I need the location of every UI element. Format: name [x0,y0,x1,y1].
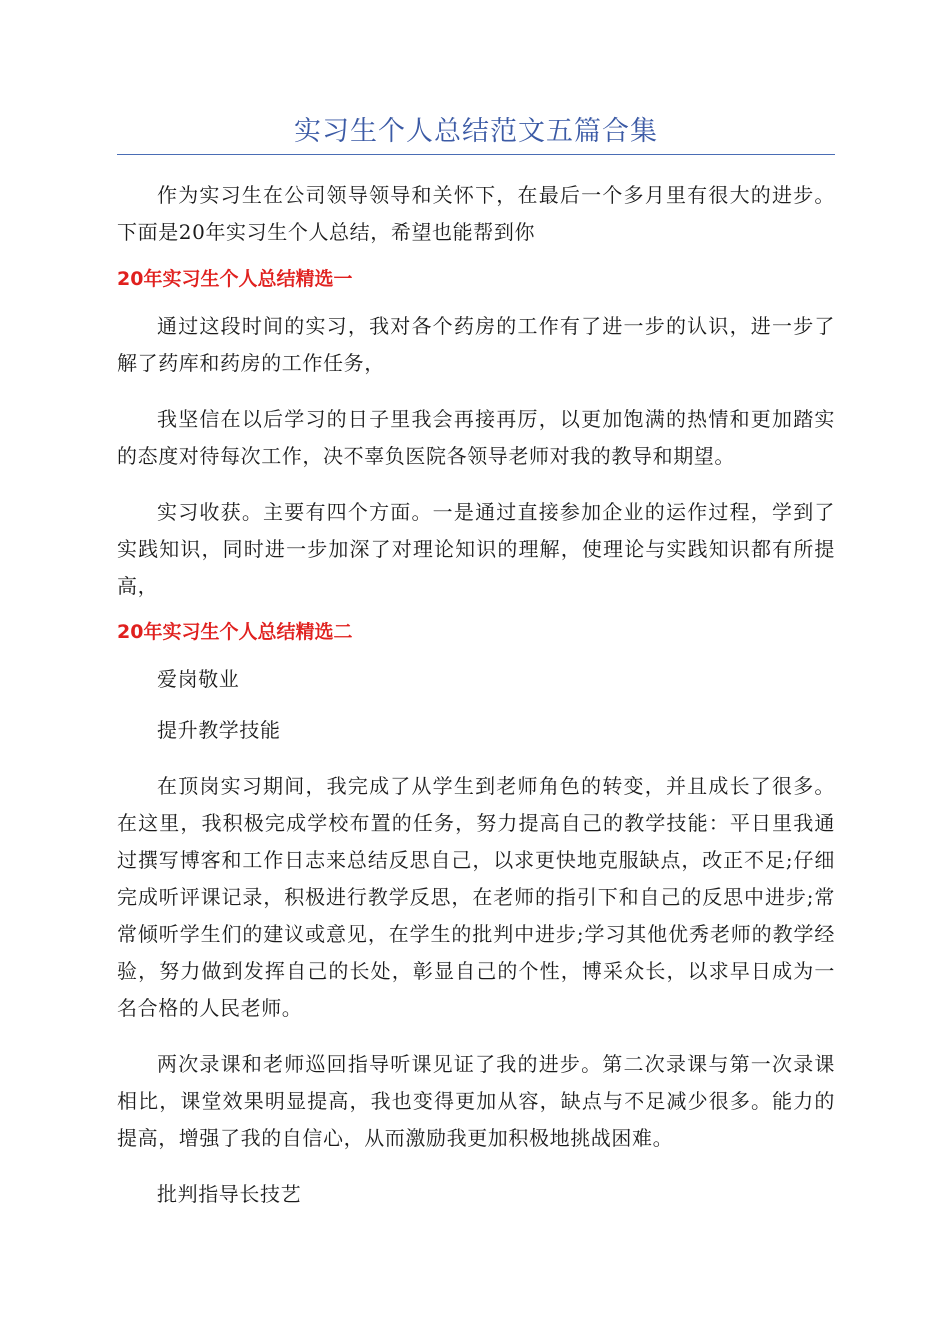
section2-paragraph-1: 在顶岗实习期间，我完成了从学生到老师角色的转变，并且成长了很多。在这里，我积极完成学校布置的任务，努力提高自己的教学技能：平日里我通过撰写博客和工作日志来总结反思自己，以求更快地克服缺点，改正不足;仔细完成听评课记录，积极进行教学反思，在老师的指引下和自己的反思中进步;常常倾听学生们的建议或意见，在学生的批判中进步;学习其他优秀老师的教学经验，努力做到发挥自己的长处，彰显自己的个性，博采众长，以求早日成为一名合格的人民老师。 [117,774,835,1020]
section1-paragraph-1: 通过这段时间的实习，我对各个药房的工作有了进一步的认识，进一步了解了药库和药房的工作任务， [117,314,835,375]
section-heading-1: 20年实习生个人总结精选一 [117,268,353,290]
title-underline [117,154,835,155]
section-heading-2: 20年实习生个人总结精选二 [117,621,353,643]
document-page [117,0,835,1213]
document-title: 实习生个人总结范文五篇合集 [294,116,658,147]
section2-subheading-skills: 提升教学技能 [157,718,281,742]
section2-subheading-critique: 批判指导长技艺 [157,1182,302,1206]
section2-subheading-aigang: 爱岗敬业 [157,667,240,691]
section1-paragraph-2: 我坚信在以后学习的日子里我会再接再厉，以更加饱满的热情和更加踏实的态度对待每次工作，决不辜负医院各领导老师对我的教导和期望。 [117,407,835,468]
section1-paragraph-3: 实习收获。主要有四个方面。一是通过直接参加企业的运作过程，学到了实践知识，同时进一步加深了对理论知识的理解，使理论与实践知识都有所提高， [117,500,835,598]
intro-paragraph: 作为实习生在公司领导领导和关怀下，在最后一个多月里有很大的进步。下面是20年实习生个人总结，希望也能帮到你 [117,183,835,244]
section2-paragraph-2: 两次录课和老师巡回指导听课见证了我的进步。第二次录课与第一次录课相比，课堂效果明显提高，我也变得更加从容，缺点与不足减少很多。能力的提高，增强了我的自信心，从而激励我更加积极地挑战困难。 [117,1052,835,1150]
